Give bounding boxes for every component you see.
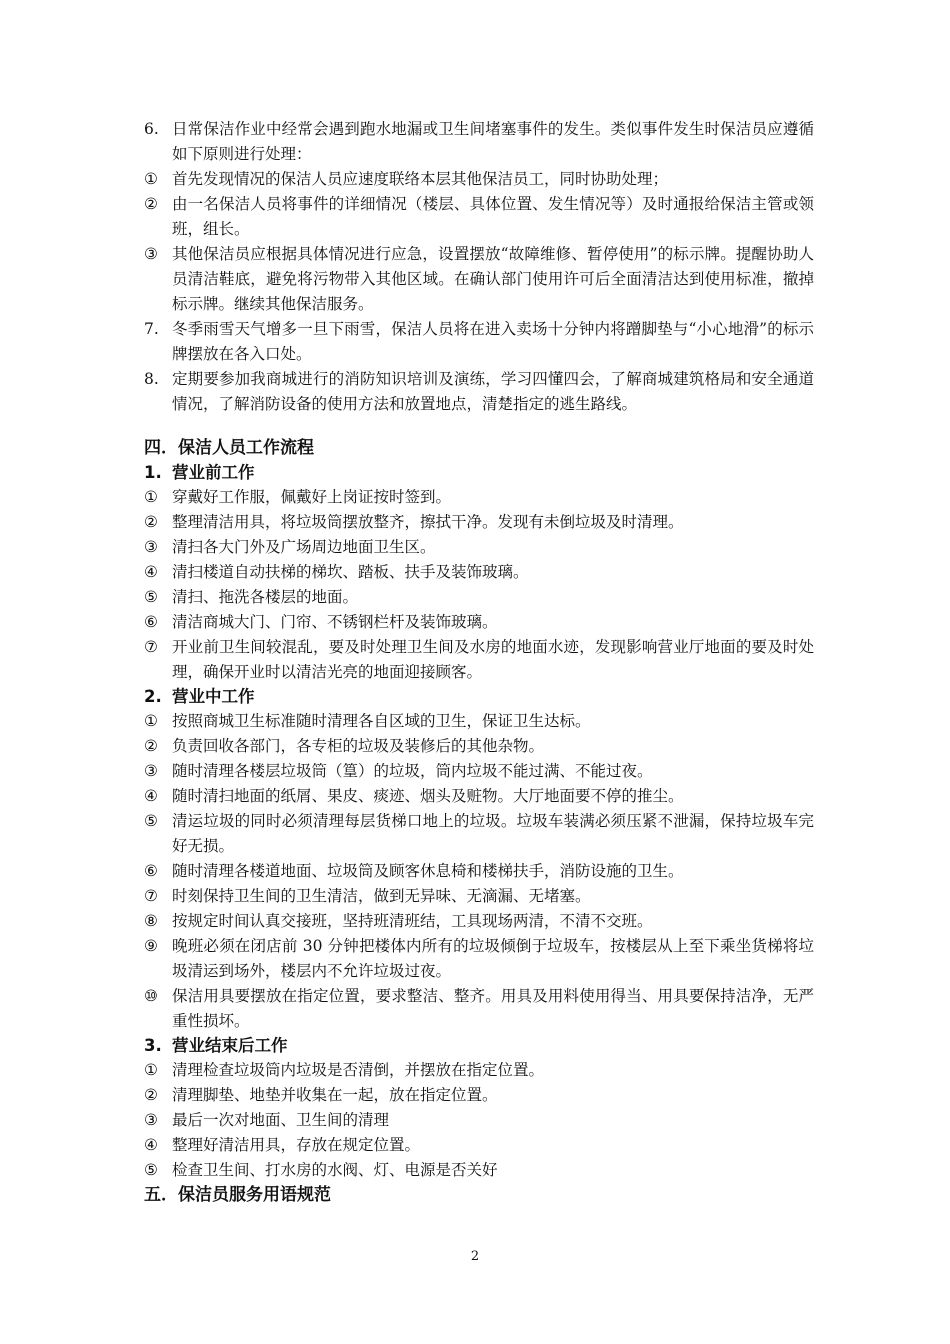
item-text: 整理清洁用具，将垃圾筒摆放整齐，擦拭干净。发现有未倒垃圾及时清理。 xyxy=(172,513,684,531)
item-text: 整理好清洁用具，存放在规定位置。 xyxy=(172,1136,421,1154)
item-text: 首先发现情况的保洁人员应速度联络本层其他保洁员工，同时协助处理； xyxy=(172,170,669,188)
list-item xyxy=(144,884,814,909)
item-number: ① xyxy=(144,712,158,730)
list-item xyxy=(144,709,814,734)
subsection-3-title: 营业结束后工作 xyxy=(172,1036,288,1055)
item-text: 负责回收各部门，各专柜的垃圾及装修后的其他杂物。 xyxy=(172,737,545,755)
subsection-2-number: 2. xyxy=(144,687,162,706)
item-number: 6. xyxy=(144,120,159,138)
subsection-3-number: 3. xyxy=(144,1036,162,1055)
item-number: ② xyxy=(144,737,158,755)
list-item xyxy=(144,734,814,759)
item-text: 清理检查垃圾筒内垃圾是否清倒，并摆放在指定位置。 xyxy=(172,1061,545,1079)
list-item xyxy=(144,635,814,685)
list-item xyxy=(144,984,814,1034)
list-item xyxy=(144,535,814,560)
item-text: 按照商城卫生标准随时清理各自区域的卫生，保证卫生达标。 xyxy=(172,712,591,730)
item-number: ④ xyxy=(144,787,158,805)
item-number: ⑦ xyxy=(144,887,158,905)
item-number: ① xyxy=(144,1061,158,1079)
list-item xyxy=(144,485,814,510)
subsection-1-heading xyxy=(144,461,814,485)
item-number: ③ xyxy=(144,762,158,780)
list-item xyxy=(144,610,814,635)
item-text: 定期要参加我商城进行的消防知识培训及演练，学习四懂四会，了解商城建筑格局和安全通道情况，了解消防设备的使用方法和放置地点，清楚指定的逃生路线。 xyxy=(172,370,814,413)
item-text: 由一名保洁人员将事件的详细情况（楼层、具体位置、发生情况等）及时通报给保洁主管或领班，组长。 xyxy=(172,195,814,238)
section-4-title: 四．保洁人员工作流程 xyxy=(144,438,314,458)
item-number: 7. xyxy=(144,320,159,338)
item-number: ① xyxy=(144,488,158,506)
item-text: 随时清理各楼道地面、垃圾筒及顾客休息椅和楼梯扶手，消防设施的卫生。 xyxy=(172,862,684,880)
list-item xyxy=(144,242,814,317)
item-number: ⑤ xyxy=(144,812,158,830)
item-text: 清扫、拖洗各楼层的地面。 xyxy=(172,588,359,606)
item-text: 穿戴好工作服，佩戴好上岗证按时签到。 xyxy=(172,488,452,506)
subsection-3-list xyxy=(144,1058,814,1183)
item-text: 其他保洁员应根据具体情况进行应急，设置摆放“故障维修、暂停使用”的标示牌。提醒协助人员清洁鞋底，避免将污物带入其他区域。在确认部门使用许可后全面清洁达到使用标准，撤掉标示牌。继续其他保洁服务。 xyxy=(172,245,814,313)
page-content xyxy=(144,117,814,1208)
item-number: ⑥ xyxy=(144,613,158,631)
subsection-1-title: 营业前工作 xyxy=(172,463,255,482)
item-text: 检查卫生间、打水房的水阀、灯、电源是否关好 xyxy=(172,1161,498,1179)
item-number: ⑥ xyxy=(144,862,158,880)
list-item xyxy=(144,1058,814,1083)
subsection-2-list xyxy=(144,709,814,1034)
item-text: 时刻保持卫生间的卫生清洁，做到无异味、无滴漏、无堵塞。 xyxy=(172,887,591,905)
item-number: ⑧ xyxy=(144,912,158,930)
item-text: 按规定时间认真交接班，坚持班清班结，工具现场两清，不清不交班。 xyxy=(172,912,653,930)
item-number: ④ xyxy=(144,1136,158,1154)
list-item xyxy=(144,192,814,242)
list-item xyxy=(144,117,814,167)
list-item xyxy=(144,585,814,610)
item-number: ② xyxy=(144,1086,158,1104)
list-item xyxy=(144,909,814,934)
list-item xyxy=(144,1158,814,1183)
item-text: 清洁商城大门、门帘、不锈钢栏杆及装饰玻璃。 xyxy=(172,613,498,631)
list-item xyxy=(144,784,814,809)
subsection-2-heading xyxy=(144,685,814,709)
subsection-3-heading xyxy=(144,1034,814,1058)
item-text: 清运垃圾的同时必须清理每层货梯口地上的垃圾。垃圾车装满必须压紧不泄漏，保持垃圾车完好无损。 xyxy=(172,812,814,855)
item-text: 晚班必须在闭店前 30 分钟把楼体内所有的垃圾倾倒于垃圾车，按楼层从上至下乘坐货梯将垃圾清运到场外，楼层内不允许垃圾过夜。 xyxy=(172,937,814,980)
list-item xyxy=(144,1133,814,1158)
subsection-1-number: 1. xyxy=(144,463,162,482)
item-number: 8. xyxy=(144,370,159,388)
item-text: 随时清理各楼层垃圾筒（篁）的垃圾，筒内垃圾不能过满、不能过夜。 xyxy=(172,762,653,780)
item-text: 随时清扫地面的纸屑、果皮、痰迹、烟头及赃物。大厅地面要不停的推尘。 xyxy=(172,787,684,805)
list-item xyxy=(144,859,814,884)
item-text: 开业前卫生间较混乱，要及时处理卫生间及水房的地面水迹，发现影响营业厅地面的要及时处理，确保开业时以清洁光亮的地面迎接顾客。 xyxy=(172,638,814,681)
page-number: 2 xyxy=(470,1249,480,1264)
list-item xyxy=(144,809,814,859)
list-item xyxy=(144,934,814,984)
item-number: ② xyxy=(144,513,158,531)
item-text: 日常保洁作业中经常会遇到跑水地漏或卫生间堵塞事件的发生。类似事件发生时保洁员应遵循如下原则进行处理： xyxy=(172,120,814,163)
item-number: ③ xyxy=(144,538,158,556)
intro-list xyxy=(144,117,814,417)
item-text: 最后一次对地面、卫生间的清理 xyxy=(172,1111,390,1129)
item-number: ② xyxy=(144,195,158,213)
item-number: ④ xyxy=(144,563,158,581)
list-item xyxy=(144,317,814,367)
subsection-2-title: 营业中工作 xyxy=(172,687,255,706)
item-number: ① xyxy=(144,170,158,188)
list-item xyxy=(144,759,814,784)
list-item xyxy=(144,167,814,192)
item-number: ⑤ xyxy=(144,588,158,606)
item-text: 清扫楼道自动扶梯的梯坎、踏板、扶手及装饰玻璃。 xyxy=(172,563,529,581)
item-text: 保洁用具要摆放在指定位置，要求整洁、整齐。用具及用料使用得当、用具要保持洁净，无严重性损坏。 xyxy=(172,987,814,1030)
item-number: ⑦ xyxy=(144,638,158,656)
item-number: ③ xyxy=(144,1111,158,1129)
list-item xyxy=(144,1108,814,1133)
list-item xyxy=(144,560,814,585)
list-item xyxy=(144,510,814,535)
item-text: 清理脚垫、地垫并收集在一起，放在指定位置。 xyxy=(172,1086,498,1104)
item-number: ⑩ xyxy=(144,987,158,1005)
item-text: 清扫各大门外及广场周边地面卫生区。 xyxy=(172,538,436,556)
item-number: ⑤ xyxy=(144,1161,158,1179)
section-gap xyxy=(144,417,814,436)
section-5-title: 五．保洁员服务用语规范 xyxy=(144,1185,331,1205)
item-text: 冬季雨雪天气增多一旦下雨雪，保洁人员将在进入卖场十分钟内将蹭脚垫与“小心地滑”的标示牌摆放在各入口处。 xyxy=(172,320,814,363)
list-item xyxy=(144,367,814,417)
item-number: ⑨ xyxy=(144,937,158,955)
subsection-1-list xyxy=(144,485,814,685)
list-item xyxy=(144,1083,814,1108)
item-number: ③ xyxy=(144,245,158,263)
